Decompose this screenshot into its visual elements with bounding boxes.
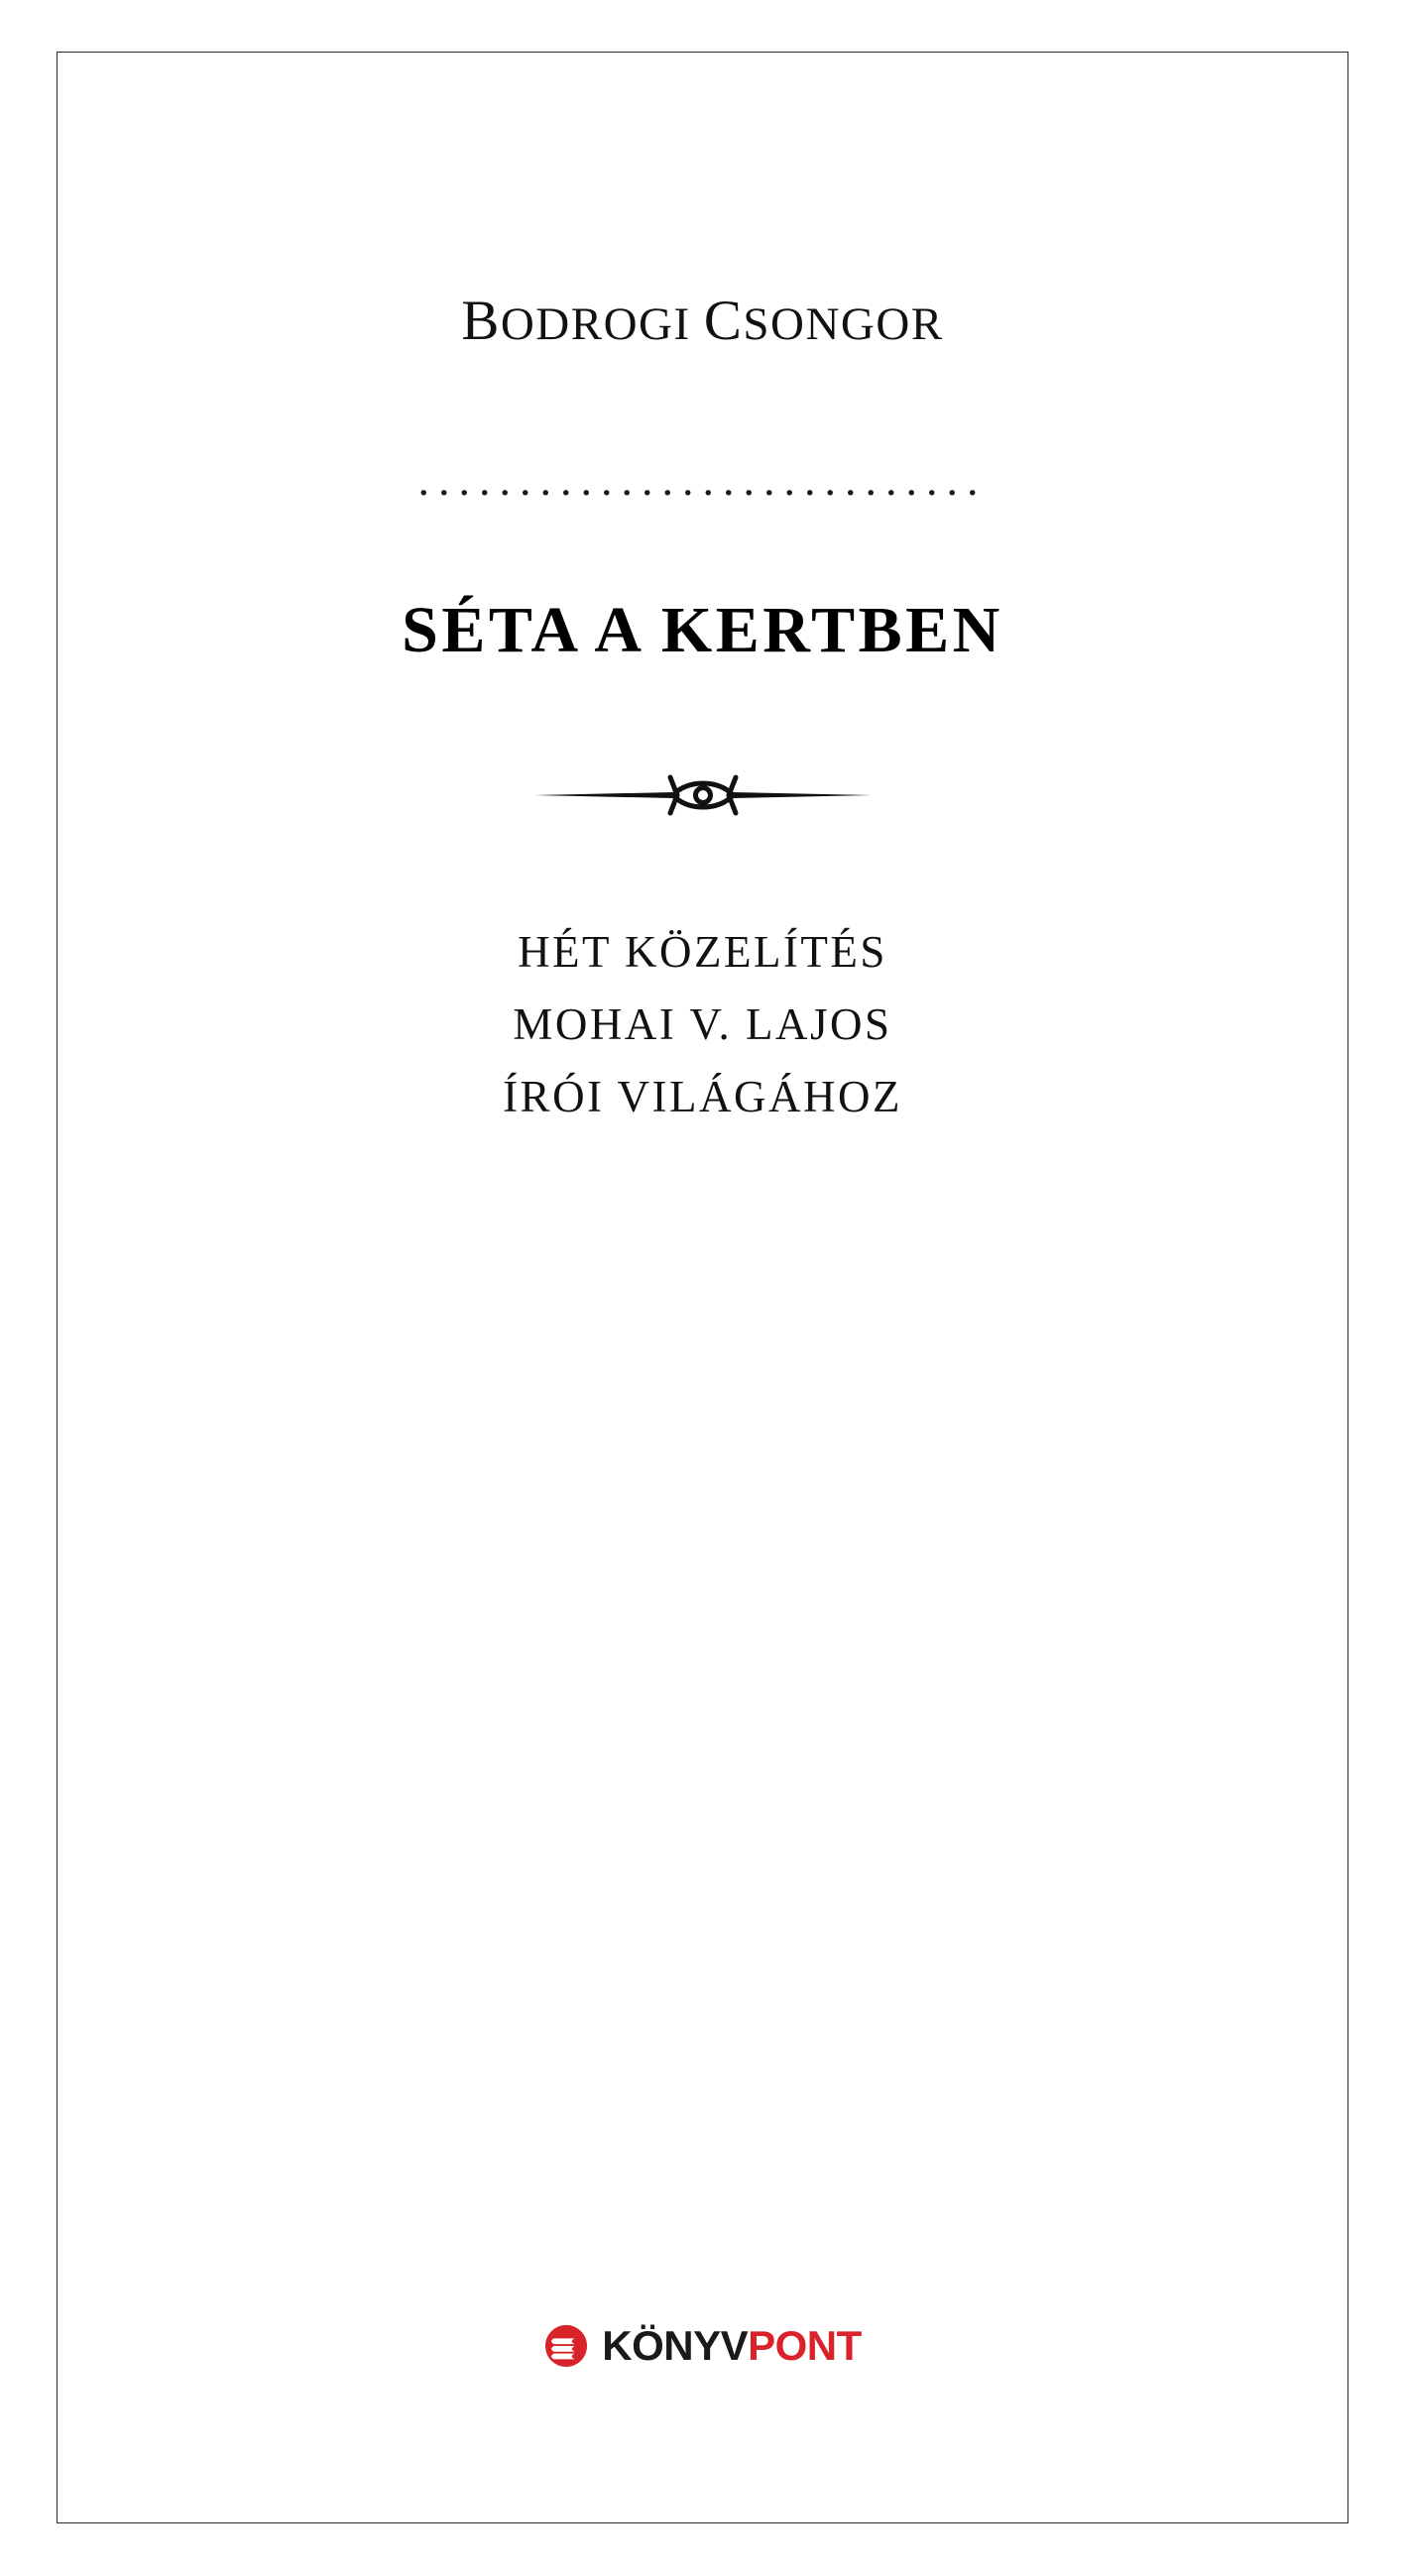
dotted-divider: ............................ [417,453,988,505]
stacked-books-icon [543,2323,589,2369]
book-title: SÉTA A KERTBEN [402,593,1003,666]
subtitle-line: MOHAI V. LAJOS [513,999,892,1050]
publisher-name-dark: KÖNYV [602,2322,749,2369]
subtitle-line: ÍRÓI VILÁGÁHOZ [503,1072,902,1122]
eye-ornament-icon [525,765,881,825]
author-name: BODROGI CSONGOR [461,290,944,352]
subtitle-block [503,916,902,1133]
publisher-logo [58,2323,1347,2369]
page-frame [57,52,1348,2523]
subtitle-line: HÉT KÖZELÍTÉS [518,927,887,978]
publisher-name [602,2322,862,2369]
title-page-content [58,53,1347,2522]
publisher-name-red: PONT [748,2322,862,2369]
